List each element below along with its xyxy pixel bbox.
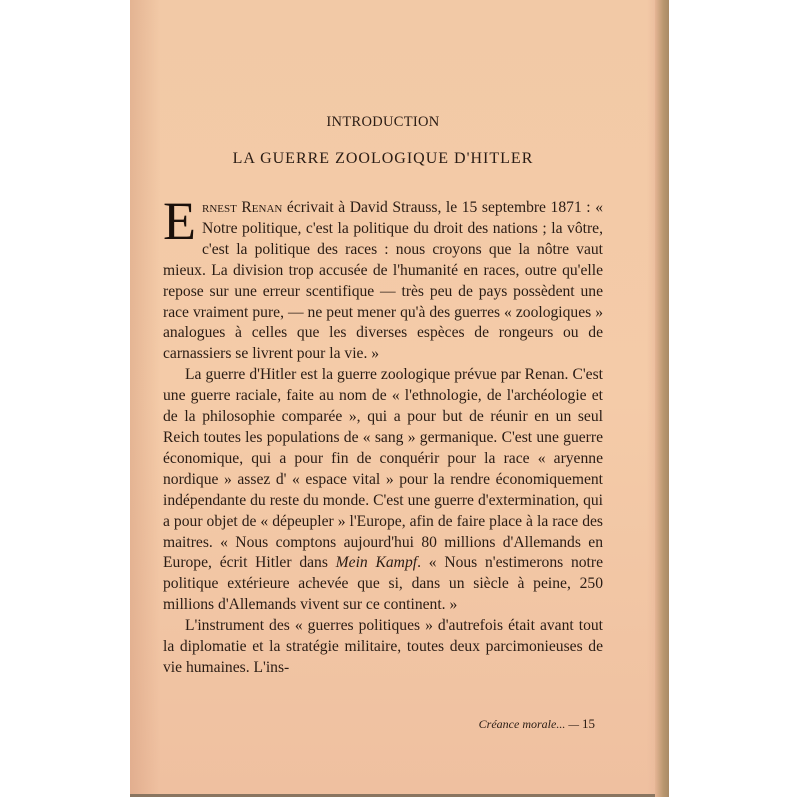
footer-signature: Créance morale... [478,717,566,731]
paragraph-2-text-b: . « Nous n'estimerons notre politique extérieure achevée que si, dans un siècle à peine, 250 millions d'Allemands vivent sur ce continent. » [163,554,603,614]
drop-cap: E [163,191,196,251]
footer-separator: — [565,717,582,731]
author-name-smallcaps: rnest Renan [202,199,283,216]
book-title-italic: Mein Kampf [335,554,418,572]
paragraph-2-text-a: La guerre d'Hitler est la guerre zoologique prévue par Renan. C'est une guerre raciale, faite au nom de « l'ethnologie, de l'archéologie et de la philosophie comparée », qui a pour but de réunir en un seul Reich toutes les populations de « sang » germanique. C'est une guerre économique, qui a pour fin de conquérir pour la race « aryenne nordique » assez d' « espace vital » pour la rendre économiquement indépendante du reste du monde. C'est une guerre d'extermination, qui a pour objet de « dépeupler » l'Europe, afin de faire place à la race des maitres. « Nous comptons aujourd'hui 80 millions d'Allemands en Europe, écrit Hitler dans [163,366,603,572]
section-label: INTRODUCTION [326,114,440,130]
paragraph-1-text: écrivait à David Strauss, le 15 septembre 1871 : « Notre politique, c'est la politique du droit des nations ; la vôtre, c'est la politique des races : nous croyons que la nôtre vaut mieux. La division trop accusée de l'humanité en races, outre qu'elle repose sur une erreur scentifique — très peu de pays possèdent une race vraiment pure, — ne peut mener qu'à des guerres « zoologiques » analogues à celles que les diverses espèces de rongeurs ou de carnassiers se livrent pour la vie. » [163,199,603,363]
page-number: 15 [582,716,595,731]
paragraph-3 [163,616,603,679]
body-text [163,191,603,679]
chapter-title: LA GUERRE ZOOLOGIQUE D'HITLER [232,150,534,167]
paragraph-2 [163,365,603,616]
book-page [130,0,669,797]
paragraph-3-text: L'instrument des « guerres politiques » d'autrefois était avant tout la diplomatie et la stratégie militaire, toutes deux parcimonieuses de vie humaines. L'ins- [163,617,603,676]
paragraph-1 [163,191,603,365]
page-footer [163,716,595,732]
